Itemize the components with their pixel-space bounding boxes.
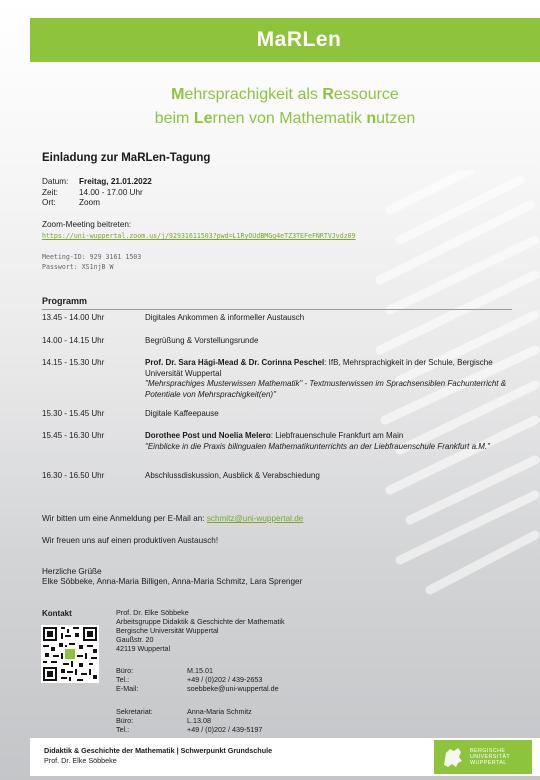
logo-line: UNIVERSITÄT xyxy=(470,753,511,760)
registration-email-link[interactable]: schmitz@uni-wuppertal.de xyxy=(206,514,304,523)
program-item xyxy=(42,471,512,482)
subtitle-segment: utzen xyxy=(376,110,416,127)
looking-forward-text: Wir freuen uns auf einen produktiven Austausch! xyxy=(42,536,219,545)
program-divider xyxy=(42,309,512,310)
lion-emblem-icon xyxy=(440,745,466,769)
tel2-label: Tel.: xyxy=(116,724,130,734)
place-value: Zoom xyxy=(79,198,100,208)
program-description xyxy=(145,409,512,420)
mail-value[interactable]: soebbeke@uni-wuppertal.de xyxy=(187,683,279,693)
subtitle-segment: n xyxy=(366,110,377,127)
subtitle-segment: Le xyxy=(193,110,213,127)
address-line: Gaußstr. 20 xyxy=(116,634,154,644)
contact-office-block xyxy=(116,667,279,694)
greeting: Herzliche Grüße xyxy=(42,567,102,576)
footer-department: Didaktik & Geschichte der Mathematik | Schwerpunkt Grundschule xyxy=(44,746,273,755)
talk-title: "Einblicke in die Praxis bilingualen Mathematikunterrichts an der Liebfrauenschule Frankfurt a.M." xyxy=(145,441,490,451)
program-time: 14.15 - 15.30 Uhr xyxy=(42,358,105,367)
date-label: Datum: xyxy=(42,177,69,186)
title-bar xyxy=(30,18,540,62)
tel-label: Tel.: xyxy=(116,674,130,684)
program-text: : IfB, Mehrsprachigkeit in der Schule, Bergische Universität Wuppertal xyxy=(145,358,493,378)
office2-value: L.13.08 xyxy=(187,715,211,725)
subtitle-segment: M xyxy=(171,86,185,103)
zoom-join-label: Zoom-Meeting beitreten: xyxy=(42,220,132,229)
program-item xyxy=(42,358,512,400)
signature-names: Elke Söbbeke, Anna-Maria Billigen, Anna-Maria Schmitz, Lara Sprenger xyxy=(42,577,303,586)
program-text: : Liebfrauenschule Frankfurt am Main xyxy=(270,431,404,440)
time-label: Zeit: xyxy=(42,187,58,197)
time-value: 14.00 - 17.00 Uhr xyxy=(79,187,143,197)
place-label: Ort: xyxy=(42,198,56,208)
program-item xyxy=(42,313,512,324)
tel2-value: +49 / (0)202 / 439-5197 xyxy=(187,724,263,734)
program-text: Digitales Ankommen & informeller Austausch xyxy=(145,313,305,322)
footer xyxy=(30,738,540,776)
program-time: 16.30 - 16.50 Uhr xyxy=(42,471,105,480)
program-text: Abschlussdiskussion, Ausblick & Verabschiedung xyxy=(145,471,320,480)
address-line: Prof. Dr. Elke Söbbeke xyxy=(116,608,189,617)
program-description xyxy=(145,336,512,347)
speaker-names: Dorothee Post und Noelia Melero xyxy=(145,431,271,440)
logo-line: WUPPERTAL xyxy=(470,760,507,767)
zoom-link[interactable]: https://uni-wuppertal.zoom.us/j/92931611503?pwd=L1RyOUdBMGg4eTZ3TEFeFNRTVJvdz09 xyxy=(42,232,356,240)
office-label: Büro: xyxy=(116,666,134,675)
mail-label: E-Mail: xyxy=(116,683,139,693)
subtitle-segment: essource xyxy=(333,86,399,103)
program-title: Programm xyxy=(42,296,88,306)
office-value: M.15.01 xyxy=(187,666,213,675)
secretariat-label: Sekretariat: xyxy=(116,707,153,716)
program-item xyxy=(42,431,512,452)
program-time: 15.45 - 16.30 Uhr xyxy=(42,431,105,440)
program-time: 13.45 - 14.00 Uhr xyxy=(42,313,105,322)
subtitle-line-1 xyxy=(30,86,540,104)
subtitle-line-2 xyxy=(30,110,540,128)
program-item xyxy=(42,409,512,420)
meeting-id: Meeting-ID: 929 3161 1503 xyxy=(42,253,142,261)
qr-code[interactable] xyxy=(41,625,99,683)
program-description xyxy=(145,358,512,400)
talk-title: "Mehrsprachiges Musterwissen Mathematik" - Textmusterwissen im Sprachsensiblen Fachunterricht & Potentiale von Mehrsprachigkeit(en)" xyxy=(145,379,507,399)
program-description xyxy=(145,431,512,452)
university-logo xyxy=(434,740,532,774)
program-item xyxy=(42,336,512,347)
date-value: Freitag, 21.01.2022 xyxy=(79,177,152,186)
address-line: 42119 Wuppertal xyxy=(116,643,171,653)
contact-secretariat-block xyxy=(116,708,262,735)
tel-value: +49 / (0)202 / 439-2653 xyxy=(187,674,263,684)
program-text: Begrüßung & Vorstellungsrunde xyxy=(145,336,259,345)
address-line: Arbeitsgruppe Didaktik & Geschichte der Mathematik xyxy=(116,616,285,626)
subtitle-segment: ehrsprachigkeit als xyxy=(184,86,323,103)
program-description xyxy=(145,471,512,482)
speaker-names: Prof. Dr. Sara Hägi-Mead & Dr. Corinna Peschel xyxy=(145,358,325,367)
program-time: 15.30 - 15.45 Uhr xyxy=(42,409,105,418)
subtitle-segment: rnen von Mathematik xyxy=(212,110,367,127)
contact-label: Kontakt xyxy=(42,609,72,618)
program-time: 14.00 - 14.15 Uhr xyxy=(42,336,105,345)
app-title: MaRLen xyxy=(256,28,342,51)
event-details xyxy=(42,177,152,209)
office2-label: Büro: xyxy=(116,715,134,725)
logo-line: BERGISCHE xyxy=(470,747,506,754)
registration-text: Wir bitten um eine Anmeldung per E-Mail an: xyxy=(42,514,207,523)
subtitle-segment: R xyxy=(322,86,334,103)
program-text: Digitale Kaffeepause xyxy=(145,409,219,418)
registration-note xyxy=(42,514,303,525)
secretariat-value: Anna-Maria Schmitz xyxy=(187,707,252,716)
contact-address xyxy=(116,609,285,654)
invitation-heading: Einladung zur MaRLen-Tagung xyxy=(42,152,211,164)
address-line: Bergische Universität Wuppertal xyxy=(116,625,219,635)
footer-professor: Prof. Dr. Elke Söbbeke xyxy=(44,756,117,765)
subtitle-segment: beim xyxy=(154,110,194,127)
program-description xyxy=(145,313,512,324)
meeting-password: Passwort: XS1njB W xyxy=(42,263,114,271)
